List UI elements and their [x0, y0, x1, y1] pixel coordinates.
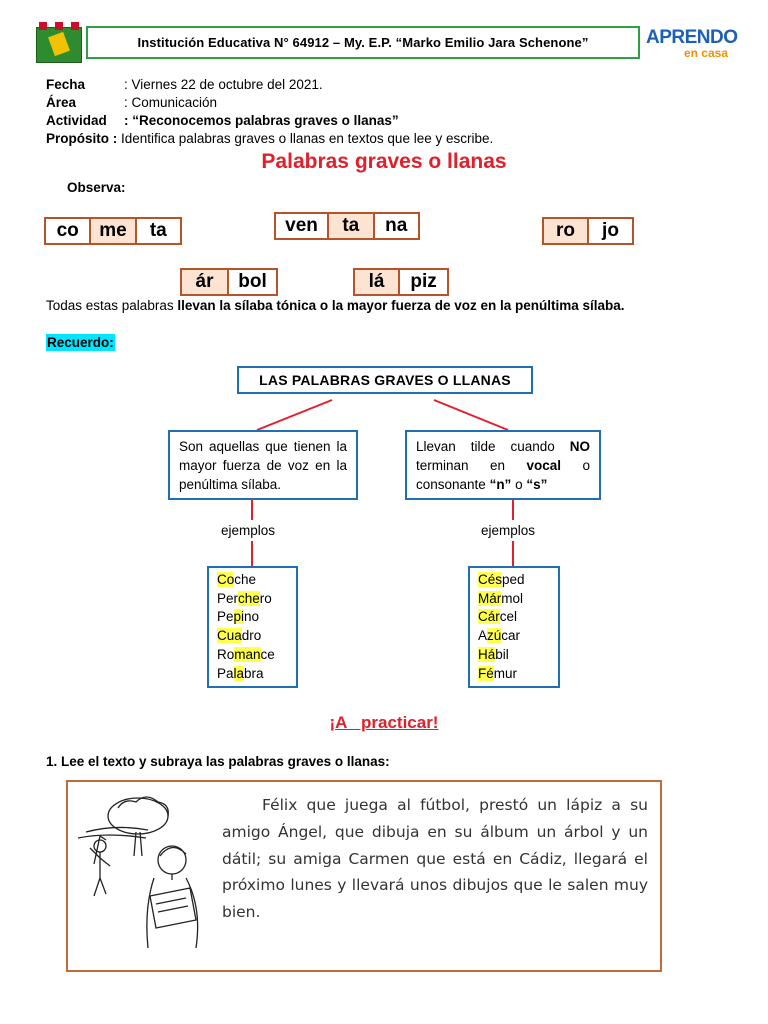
example-word: Hábil — [478, 646, 509, 662]
example-word: Cuadro — [217, 628, 262, 644]
right-examples-box — [468, 566, 560, 688]
proposito-label: Propósito : — [46, 131, 118, 146]
actividad-value: : “Reconocemos palabras graves o llanas” — [124, 113, 399, 128]
rule-n: “n” — [489, 477, 512, 492]
syllable-tonic: lá — [355, 270, 400, 294]
rule-text: o consonante — [416, 458, 590, 492]
example-word: Palabra — [217, 665, 264, 681]
children-drawing-illustration — [76, 786, 206, 956]
diagram-title: LAS PALABRAS GRAVES O LLANAS — [237, 366, 533, 394]
brand-main: APRENDO — [646, 27, 738, 48]
institution-name: Institución Educativa N° 64912 – My. E.P. “Marko Emilio Jara Schenone” — [137, 35, 589, 50]
observa-label: Observa: — [67, 180, 126, 195]
syllable-tonic: me — [91, 219, 136, 243]
left-examples-box — [207, 566, 298, 688]
fecha-value: : Viernes 22 de octubre del 2021. — [124, 77, 323, 92]
rule-vocal: vocal — [526, 458, 562, 473]
fecha-label: Fecha — [46, 77, 86, 92]
syllable: co — [46, 219, 91, 243]
example-word: Mármol — [478, 590, 524, 606]
area-value: : Comunicación — [124, 95, 218, 110]
connector-line — [434, 400, 508, 430]
syllable: piz — [410, 271, 437, 292]
rule-text: terminan en — [416, 458, 527, 473]
example-word: Cárcel — [478, 609, 518, 625]
examples-label-right: ejemplos — [481, 523, 536, 538]
area-label: Área — [46, 95, 77, 110]
syllable: ta — [149, 220, 167, 241]
actividad-label: Actividad — [46, 113, 107, 128]
syllable: ven — [276, 214, 329, 238]
example-word: Coche — [217, 572, 257, 587]
example-word: Pepino — [217, 609, 260, 625]
rule-text: Llevan tilde cuando — [416, 439, 570, 454]
rule-text: o — [511, 477, 527, 492]
reading-passage: Félix que juega al fútbol, prestó un lápiz a su amigo Ángel, que dibuja en su álbum un árbol y un dátil; su amiga Carmen que está en Cádiz, llegará el próximo lunes y llevará unos dibujos que le salen muy bien. — [222, 796, 648, 922]
rule-no: NO — [569, 439, 590, 454]
page-title: Palabras graves o llanas — [261, 150, 507, 173]
syllable-tonic: ro — [544, 219, 589, 243]
syllable: na — [385, 215, 408, 236]
example-word: Romance — [217, 646, 275, 662]
statement-prefix: Todas estas palabras — [46, 298, 178, 313]
connector-line — [257, 400, 332, 430]
rule-s: “s” — [526, 477, 548, 492]
syllable-tonic: ár — [182, 270, 229, 294]
definition-box: Son aquellas que tienen la mayor fuerza de voz en la penúltima sílaba. — [168, 430, 358, 500]
example-word: Azúcar — [478, 628, 521, 644]
example-word: Césped — [478, 572, 525, 587]
syllable: bol — [238, 271, 267, 292]
syllable-tonic: ta — [329, 214, 374, 238]
examples-label-left: ejemplos — [221, 523, 276, 538]
statement-bold: llevan la sílaba tónica o la mayor fuerza de voz en la penúltima sílaba. — [177, 298, 625, 313]
example-word: Fémur — [478, 665, 518, 681]
brand-sub: en casa — [683, 46, 728, 60]
exercise-1-instruction: 1. Lee el texto y subraya las palabras graves o llanas: — [46, 754, 390, 769]
recuerdo-label: Recuerdo: — [47, 335, 114, 350]
tilde-rule-box — [405, 430, 601, 500]
syllable: jo — [602, 220, 619, 241]
proposito-value: Identifica palabras graves o llanas en textos que lee y escribe. — [121, 131, 494, 146]
practicar-heading: ¡A practicar! — [329, 713, 439, 732]
example-word: Perchero — [217, 590, 272, 606]
